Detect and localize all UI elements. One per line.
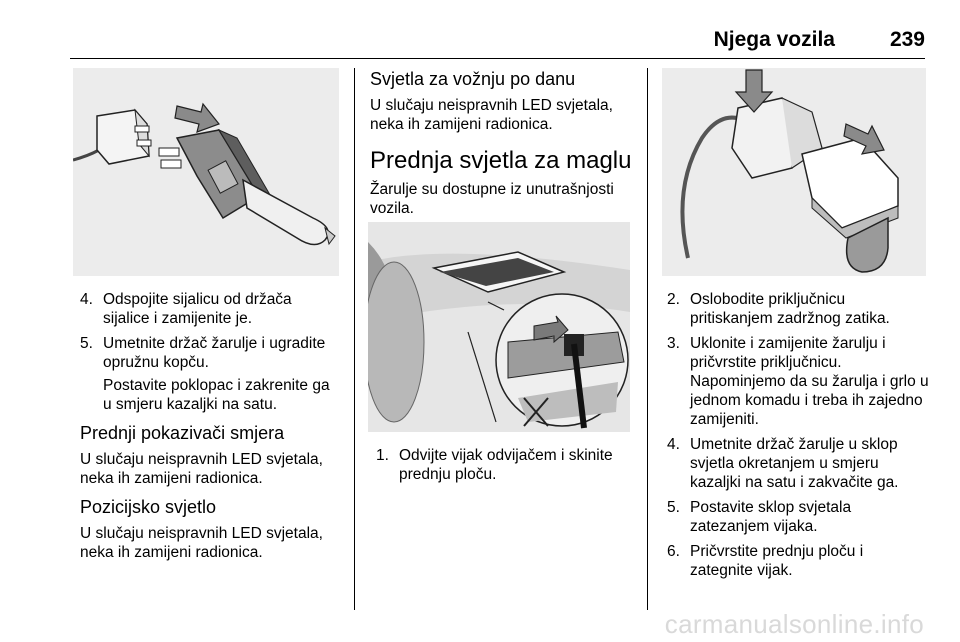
bulb-removal-illustration xyxy=(73,68,339,276)
page-number: 239 xyxy=(889,28,925,51)
chapter-title: Njega vozila xyxy=(713,28,835,51)
step-note: Postavite poklopac i zakrenite ga u smjeru kazaljki na satu. xyxy=(103,377,330,413)
step-list xyxy=(80,290,342,372)
section-heading-large: Prednja svjetla za maglu xyxy=(370,147,632,174)
section-text: U slučaju neispravnih LED svjetala, neka ih zamijeni radionica. xyxy=(80,525,323,561)
page-header xyxy=(70,28,925,62)
section-heading: Svjetla za vožnju po danu xyxy=(370,69,576,89)
section-text: U slučaju neispravnih LED svjetala, neka ih zamijeni radionica. xyxy=(370,97,613,133)
step-list xyxy=(667,290,929,580)
section-heading: Pozicijsko svjetlo xyxy=(80,497,217,517)
list-item: 5. Postavite sklop svjetala zatezanjem vijaka. xyxy=(667,499,852,535)
list-item: 3. Uklonite i zamijenite žarulju i pričvrstite priključnicu. Napominjemo da su žarulja i grlo u jednom komadu i treba ih zajedno zamijeniti. xyxy=(667,335,929,428)
header-rule xyxy=(70,58,925,59)
column-divider-left xyxy=(354,68,355,610)
section-heading: Prednji pokazivači smjera xyxy=(80,423,285,443)
step-list xyxy=(376,446,632,484)
list-item: 4. Odspojite sijalicu od držača sijalice i zamijenite je. xyxy=(80,291,292,327)
list-item: 1. Odvijte vijak odvijačem i skinite prednju ploču. xyxy=(376,447,613,483)
column-3 xyxy=(667,290,929,586)
list-item: 5. Umetnite držač žarulje i ugradite opružnu kopču. xyxy=(80,335,326,371)
section-text: U slučaju neispravnih LED svjetala, neka ih zamijeni radionica. xyxy=(80,451,323,487)
column-2 xyxy=(370,68,632,224)
list-item: 6. Pričvrstite prednju ploču i zategnite vijak. xyxy=(667,543,864,579)
fog-bulb-socket-illustration xyxy=(662,68,926,276)
fog-light-illustration xyxy=(368,222,630,432)
list-item: 2. Oslobodite priključnicu pritiskanjem zadržnog zatika. xyxy=(667,291,890,327)
section-text: Žarulje su dostupne iz unutrašnjosti vozila. xyxy=(370,181,614,217)
column-2-steps xyxy=(376,446,632,490)
column-1 xyxy=(80,290,342,568)
list-item: 4. Umetnite držač žarulje u sklop svjetla okretanjem u smjeru kazaljki na satu i zakvačite ga. xyxy=(667,436,899,491)
watermark: carmanualsonline.info xyxy=(664,609,924,639)
column-divider-right xyxy=(647,68,648,610)
